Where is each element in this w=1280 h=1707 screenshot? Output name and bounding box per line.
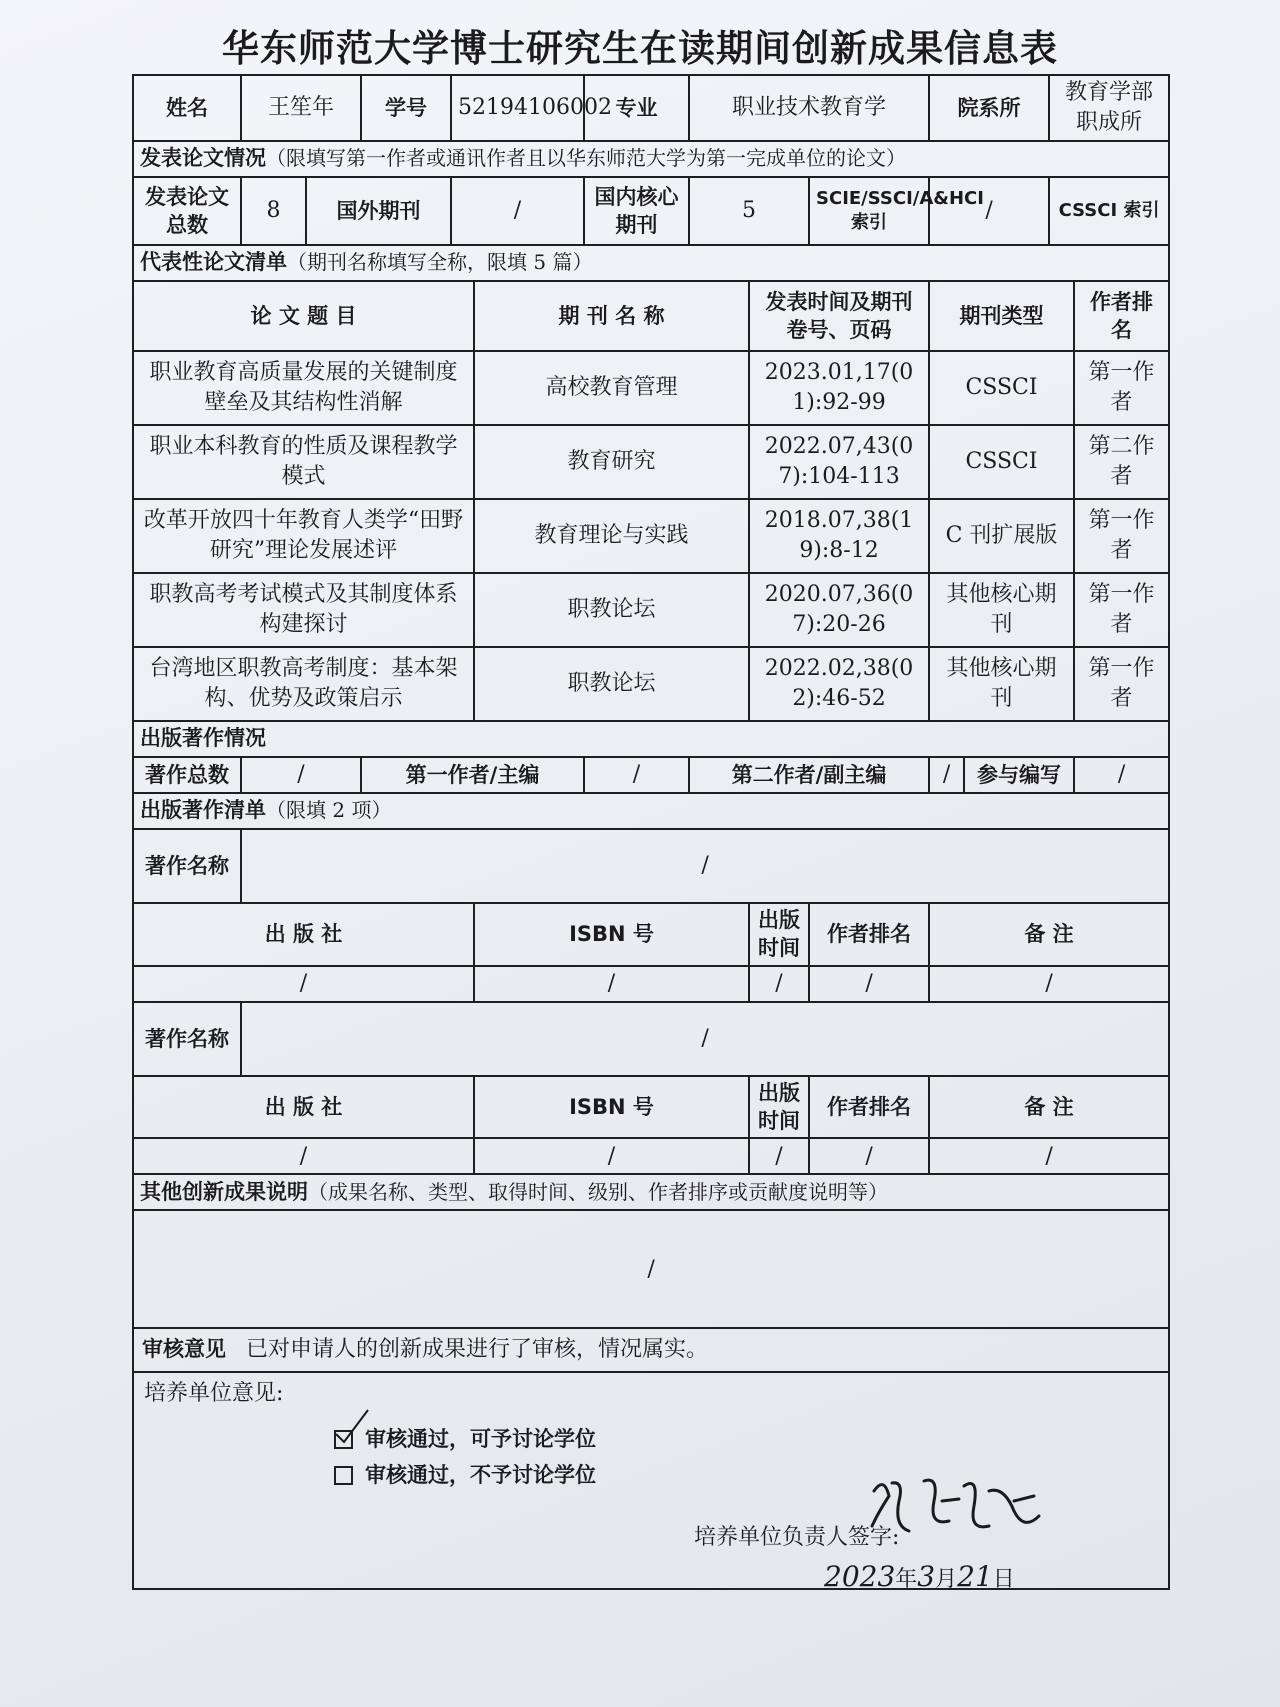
col-publisher: 出 版 社	[133, 1076, 474, 1139]
author-rank: 第一作者	[1074, 647, 1169, 721]
review-section	[133, 1328, 1169, 1594]
second-author-label: 第二作者/副主编	[689, 757, 929, 793]
col-publish-date: 发表时间及期刊卷号、页码	[749, 281, 929, 351]
other-achievements-header	[133, 1174, 1169, 1210]
core-journal-label: 国内核心期刊	[584, 177, 689, 245]
book-column-headers	[133, 1076, 1169, 1139]
other-achievements-note: （成果名称、类型、取得时间、级别、作者排序或贡献度说明等）	[308, 1179, 888, 1204]
papers-section-header	[133, 141, 1169, 177]
paper-total-label: 发表论文总数	[133, 177, 241, 245]
book-name-label: 著作名称	[133, 829, 241, 903]
name-value: 王笙年	[241, 75, 361, 141]
remark-value: /	[929, 1138, 1169, 1174]
col-publish-time: 出版时间	[749, 903, 809, 966]
book-counts-row	[133, 757, 1169, 793]
book-name-row	[133, 829, 1169, 903]
book-list-note: （限填 2 项）	[266, 798, 392, 823]
unit-opinion-label: 培养单位意见:	[144, 1381, 284, 1407]
author-rank: 第一作者	[1074, 573, 1169, 647]
cssci-label: CSSCI 索引	[1049, 177, 1169, 245]
review-header	[134, 1329, 1168, 1373]
col-book-author-rank: 作者排名	[809, 903, 929, 966]
date-day-unit: 日	[992, 1567, 1015, 1593]
col-publisher: 出 版 社	[133, 903, 474, 966]
isbn-value: /	[474, 1138, 749, 1174]
table-row	[133, 966, 1169, 1002]
col-paper-title: 论 文 题 目	[133, 281, 474, 351]
publish-time-value: /	[749, 1138, 809, 1174]
major-value: 职业技术教育学	[689, 75, 929, 141]
journal-type: CSSCI	[929, 425, 1074, 499]
table-row	[133, 1138, 1169, 1174]
other-achievements-value: /	[133, 1210, 1169, 1328]
table-row	[133, 425, 1169, 499]
publish-time-value: /	[749, 966, 809, 1002]
info-form	[132, 74, 1168, 1594]
student-id-value: 52194106002	[451, 75, 584, 141]
book-name-value: /	[241, 829, 1169, 903]
date-month-unit: 月	[935, 1567, 958, 1593]
publish-date: 2023.01,17(01):92-99	[749, 351, 929, 425]
rep-papers-column-headers	[133, 281, 1169, 351]
col-journal-type: 期刊类型	[929, 281, 1074, 351]
participate-value: /	[1074, 757, 1169, 793]
book-column-headers	[133, 903, 1169, 966]
option-pass[interactable]	[334, 1425, 596, 1453]
journal-type: CSSCI	[929, 351, 1074, 425]
isbn-value: /	[474, 966, 749, 1002]
first-author-label: 第一作者/主编	[361, 757, 584, 793]
second-author-value: /	[929, 757, 964, 793]
col-author-rank: 作者排名	[1074, 281, 1169, 351]
paper-title: 职业教育高质量发展的关键制度壁垒及其结构性消解	[133, 351, 474, 425]
book-total-label: 著作总数	[133, 757, 241, 793]
col-isbn: ISBN 号	[474, 903, 749, 966]
col-journal-name: 期 刊 名 称	[474, 281, 749, 351]
table-row	[133, 647, 1169, 721]
date-year-unit: 年	[895, 1567, 918, 1593]
form-table	[132, 74, 1170, 1594]
journal-name: 高校教育管理	[474, 351, 749, 425]
publish-date: 2020.07,36(07):20-26	[749, 573, 929, 647]
publisher-value: /	[133, 966, 474, 1002]
checkbox-empty-icon[interactable]	[334, 1466, 353, 1485]
table-row	[133, 351, 1169, 425]
book-list-title: 出版著作清单	[140, 798, 266, 823]
checkmark-icon	[332, 1404, 372, 1444]
remark-value: /	[929, 966, 1169, 1002]
book-rank-value: /	[809, 966, 929, 1002]
date-month: 3	[917, 1560, 936, 1594]
books-section-title: 出版著作情况	[140, 726, 266, 751]
paper-total-value: 8	[241, 177, 306, 245]
paper-title: 职业本科教育的性质及课程教学模式	[133, 425, 474, 499]
journal-name: 教育理论与实践	[474, 499, 749, 573]
journal-name: 职教论坛	[474, 647, 749, 721]
author-rank: 第二作者	[1074, 425, 1169, 499]
author-rank: 第一作者	[1074, 499, 1169, 573]
date-year: 2023	[824, 1560, 896, 1594]
journal-type: C 刊扩展版	[929, 499, 1074, 573]
review-body	[134, 1373, 1168, 1594]
papers-section-title: 发表论文情况	[140, 146, 266, 171]
student-id-label: 学号	[361, 75, 451, 141]
core-journal-value: 5	[689, 177, 809, 245]
paper-title: 职教高考考试模式及其制度体系构建探讨	[133, 573, 474, 647]
option-fail-label: 审核通过，不予讨论学位	[365, 1463, 596, 1488]
checkbox-checked-icon[interactable]	[334, 1430, 353, 1449]
col-publish-time: 出版时间	[749, 1076, 809, 1139]
rep-papers-section-header	[133, 245, 1169, 281]
journal-type: 其他核心期刊	[929, 647, 1074, 721]
papers-section-note: （限填写第一作者或通讯作者且以华东师范大学为第一完成单位的论文）	[266, 146, 906, 171]
table-row	[133, 499, 1169, 573]
other-achievements-title: 其他创新成果说明	[140, 1179, 308, 1204]
paper-title: 台湾地区职教高考制度：基本架构、优势及政策启示	[133, 647, 474, 721]
paper-counts-row	[133, 177, 1169, 245]
book-rank-value: /	[809, 1138, 929, 1174]
student-info-row	[133, 75, 1169, 141]
journal-name: 职教论坛	[474, 573, 749, 647]
book-list-header	[133, 793, 1169, 829]
publish-date: 2022.07,43(07):104-113	[749, 425, 929, 499]
publisher-value: /	[133, 1138, 474, 1174]
option-fail[interactable]	[334, 1461, 596, 1489]
col-book-author-rank: 作者排名	[809, 1076, 929, 1139]
participate-label: 参与编写	[964, 757, 1074, 793]
option-pass-label: 审核通过，可予讨论学位	[365, 1427, 596, 1452]
signature-label: 培养单位负责人签字:	[694, 1525, 900, 1551]
review-label: 审核意见	[142, 1337, 226, 1362]
signature-date	[824, 1558, 1015, 1596]
paper-title: 改革开放四十年教育人类学“田野研究”理论发展述评	[133, 499, 474, 573]
major-label: 专业	[584, 75, 689, 141]
scie-value: /	[929, 177, 1049, 245]
author-rank: 第一作者	[1074, 351, 1169, 425]
foreign-journal-label: 国外期刊	[306, 177, 451, 245]
publish-date: 2022.02,38(02):46-52	[749, 647, 929, 721]
col-remark: 备 注	[929, 903, 1169, 966]
review-text: 已对申请人的创新成果进行了审核，情况属实。	[246, 1337, 709, 1363]
rep-papers-section-title: 代表性论文清单	[140, 250, 287, 275]
journal-name: 教育研究	[474, 425, 749, 499]
first-author-value: /	[584, 757, 689, 793]
books-section-header	[133, 721, 1169, 757]
book-name-label: 著作名称	[133, 1002, 241, 1076]
book-name-row	[133, 1002, 1169, 1076]
col-isbn: ISBN 号	[474, 1076, 749, 1139]
foreign-journal-value: /	[451, 177, 584, 245]
col-remark: 备 注	[929, 1076, 1169, 1139]
book-name-value: /	[241, 1002, 1169, 1076]
table-row	[133, 573, 1169, 647]
book-total-value: /	[241, 757, 361, 793]
scie-label: SCIE/SSCI/A&HCI 索引	[809, 177, 929, 245]
rep-papers-section-note: （期刊名称填写全称，限填 5 篇）	[287, 250, 593, 275]
page-title: 华东师范大学博士研究生在读期间创新成果信息表	[222, 27, 1058, 70]
journal-type: 其他核心期刊	[929, 573, 1074, 647]
dept-value: 教育学部职成所	[1049, 75, 1169, 141]
date-day: 21	[957, 1560, 993, 1594]
publish-date: 2018.07,38(19):8-12	[749, 499, 929, 573]
name-label: 姓名	[133, 75, 241, 141]
dept-label: 院系所	[929, 75, 1049, 141]
